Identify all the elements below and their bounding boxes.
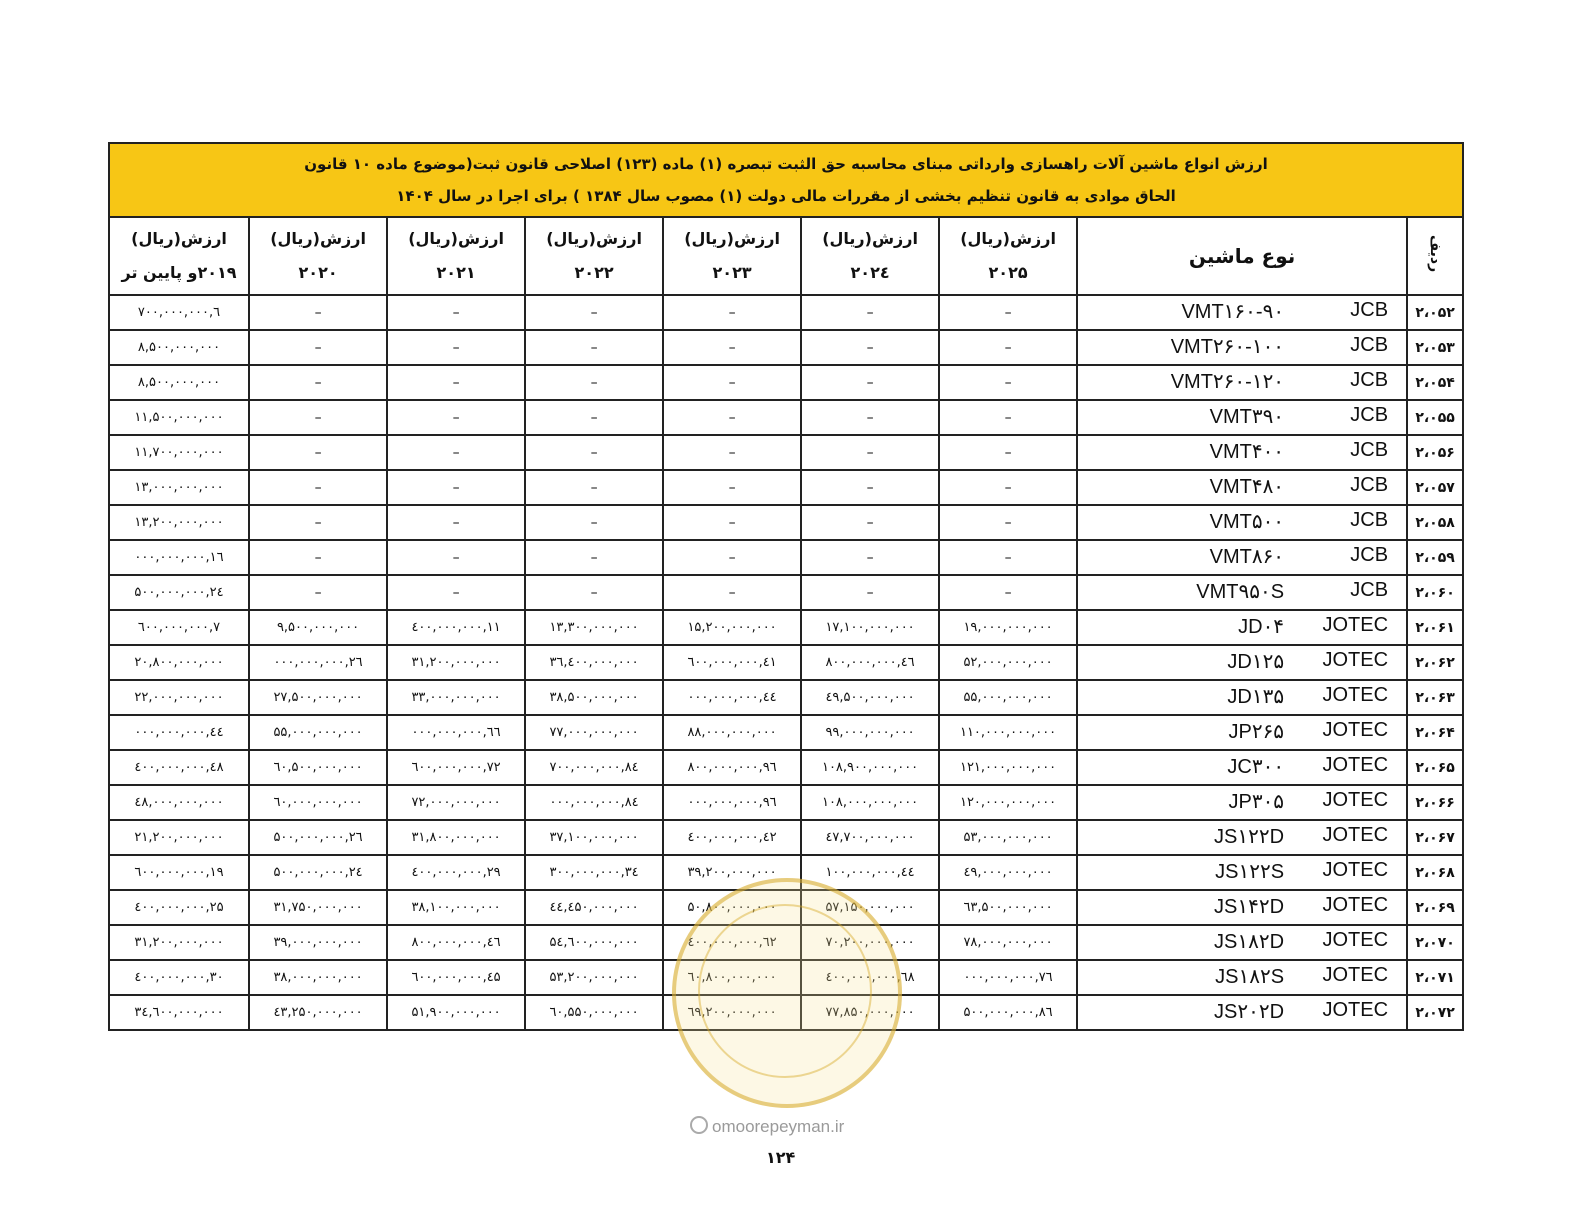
value-cell: ۱۷,۱۰۰,۰۰۰,۰۰۰ [801,610,939,645]
machine-brand: JOTEC [1322,894,1389,916]
table-row [109,960,1463,995]
row-index: ۲،۰۵۶ [1407,435,1463,470]
value-cell: ۵۱,۹۰۰,۰۰۰,۰۰۰ [387,995,525,1030]
table-row [109,715,1463,750]
machine-type-cell [1077,680,1407,715]
value-cell: ٤۵,٦۰۰,۰۰۰,۰۰۰ [387,960,525,995]
header-value-label: ارزش(ریال) [270,229,366,248]
value-cell: ۸۸,۰۰۰,۰۰۰,۰۰۰ [663,715,801,750]
machine-brand: JOTEC [1322,789,1389,811]
machine-model: JS۱۸۲D [1214,931,1285,953]
value-cell: ٤٤,۱۰۰,۰۰۰,۰۰۰ [801,855,939,890]
page-number: ۱۲۴ [766,1148,796,1167]
machine-type-cell [1077,855,1407,890]
value-cell: ۷۸,۰۰۰,۰۰۰,۰۰۰ [939,925,1077,960]
value-cell: ٤۹,۵۰۰,۰۰۰,۰۰۰ [801,680,939,715]
machine-model: JS۲۰۲D [1214,1001,1285,1023]
header-value-label: ارزش(ریال) [684,229,780,248]
machine-brand: JCB [1350,579,1389,601]
table-row [109,610,1463,645]
value-cell: ۳۹,۲۰۰,۰۰۰,۰۰۰ [663,855,801,890]
row-index: ۲،۰۶۹ [1407,890,1463,925]
value-cell: – [663,400,801,435]
value-cell: – [525,295,663,330]
price-table-sheet [108,142,1462,1031]
header-year: ۲۰۲٤ [850,263,890,282]
value-cell: ۲۱,۲۰۰,۰۰۰,۰۰۰ [109,820,249,855]
value-cell: ۳۳,۰۰۰,۰۰۰,۰۰۰ [387,680,525,715]
machine-brand: JOTEC [1322,754,1389,776]
machine-model: JP۲۶۵ [1228,721,1285,743]
site-watermark [690,1116,844,1137]
row-index: ۲،۰۷۲ [1407,995,1463,1030]
site-text: omoorepeyman.ir [712,1117,845,1136]
value-cell: – [663,470,801,505]
value-cell: ۳٦,٤۰۰,۰۰۰,۰۰۰ [525,645,663,680]
value-cell: – [525,470,663,505]
value-cell: – [249,400,387,435]
value-cell: ٦,۷۰۰,۰۰۰,۰۰۰ [109,295,249,330]
value-cell: – [249,330,387,365]
table-body [109,295,1463,1030]
value-cell: ۲۰,۸۰۰,۰۰۰,۰۰۰ [109,645,249,680]
machine-type-cell [1077,925,1407,960]
value-cell: ۲٦,۵۰۰,۰۰۰,۰۰۰ [249,820,387,855]
row-index: ۲،۰۶۶ [1407,785,1463,820]
machine-type-cell [1077,890,1407,925]
value-cell: ۳۱,۷۵۰,۰۰۰,۰۰۰ [249,890,387,925]
value-cell: ۲۲,۰۰۰,۰۰۰,۰۰۰ [109,680,249,715]
value-cell: ٤٤,٤۵۰,۰۰۰,۰۰۰ [525,890,663,925]
value-cell: ٦۰,۸۰۰,۰۰۰,۰۰۰ [663,960,801,995]
machine-model: VMT۱۶۰-۹۰ [1181,301,1285,323]
value-cell: ۱۰۸,۹۰۰,۰۰۰,۰۰۰ [801,750,939,785]
table-row [109,645,1463,680]
header-index: ردیف [1407,217,1463,295]
machine-model: JP۳۰۵ [1228,791,1285,813]
machine-type-cell [1077,785,1407,820]
value-cell: – [663,575,801,610]
value-cell: – [801,365,939,400]
machine-brand: JCB [1350,369,1389,391]
header-year: ۲۰۱۹و پایین تر [121,263,237,282]
row-index: ۲،۰۵۹ [1407,540,1463,575]
machine-brand: JOTEC [1322,999,1389,1021]
machine-brand: JCB [1350,509,1389,531]
machine-model: JS۱۴۲D [1214,896,1285,918]
machine-model: VMT۲۶۰-۱۰۰ [1170,336,1285,358]
value-cell: – [387,435,525,470]
table-row [109,820,1463,855]
machine-type-cell [1077,400,1407,435]
machine-model: JC۳۰۰ [1227,756,1285,778]
value-cell: – [939,540,1077,575]
value-cell: – [663,435,801,470]
machine-type-cell [1077,470,1407,505]
value-cell: – [939,435,1077,470]
value-cell: ٦۲,٤۰۰,۰۰۰,۰۰۰ [663,925,801,960]
value-cell: ٤٦,۸۰۰,۰۰۰,۰۰۰ [801,645,939,680]
machine-type-cell [1077,295,1407,330]
row-index: ۲،۰۵۸ [1407,505,1463,540]
header-value-label: ارزش(ریال) [408,229,504,248]
machine-brand: JOTEC [1322,859,1389,881]
value-cell: – [525,505,663,540]
row-index: ۲،۰۵۲ [1407,295,1463,330]
value-cell: – [249,435,387,470]
value-cell: ۱۹,۰۰۰,۰۰۰,۰۰۰ [939,610,1077,645]
row-index: ۲،۰۶۸ [1407,855,1463,890]
value-cell: ۹,۵۰۰,۰۰۰,۰۰۰ [249,610,387,645]
machine-model: VMT۵۰۰ [1209,511,1285,533]
row-index: ۲،۰۵۷ [1407,470,1463,505]
value-cell: – [939,400,1077,435]
value-cell: ٦۰,۵۰۰,۰۰۰,۰۰۰ [249,750,387,785]
value-cell: ۸٦,۵۰۰,۰۰۰,۰۰۰ [939,995,1077,1030]
machine-model: JD۰۴ [1238,616,1285,638]
column-header-row [109,217,1463,295]
value-cell: – [801,470,939,505]
value-cell: – [525,435,663,470]
value-cell: – [387,470,525,505]
value-cell: – [663,295,801,330]
row-index: ۲،۰۶۱ [1407,610,1463,645]
value-cell: ٤۹,۰۰۰,۰۰۰,۰۰۰ [939,855,1077,890]
header-value-col-4 [387,217,525,295]
header-value-col-3 [525,217,663,295]
value-cell: ۷۰,۲۰۰,۰۰۰,۰۰۰ [801,925,939,960]
table-row [109,855,1463,890]
value-cell: ۱۲۰,۰۰۰,۰۰۰,۰۰۰ [939,785,1077,820]
value-cell: – [663,540,801,575]
header-model: نوع ماشین [1077,217,1407,295]
value-cell: – [249,295,387,330]
value-cell: ۳۱,۲۰۰,۰۰۰,۰۰۰ [109,925,249,960]
value-cell: ۷۲,۰۰۰,۰۰۰,۰۰۰ [387,785,525,820]
value-cell: – [801,295,939,330]
row-index: ۲،۰۶۵ [1407,750,1463,785]
machine-type-cell [1077,575,1407,610]
value-cell: ٤٦,۸۰۰,۰۰۰,۰۰۰ [387,925,525,960]
machine-type-cell [1077,645,1407,680]
value-cell: – [939,330,1077,365]
table-row [109,540,1463,575]
machine-model: JS۱۸۲S [1215,966,1285,988]
at-sign-icon [690,1116,708,1134]
row-index: ۲،۰۷۱ [1407,960,1463,995]
value-cell: ۸,۵۰۰,۰۰۰,۰۰۰ [109,330,249,365]
value-cell: ۸٤,۰۰۰,۰۰۰,۰۰۰ [525,785,663,820]
row-index: ۲،۰۶۰ [1407,575,1463,610]
machine-brand: JOTEC [1322,649,1389,671]
value-cell: ٦۰,۵۵۰,۰۰۰,۰۰۰ [525,995,663,1030]
price-table [108,142,1464,1031]
value-cell: ۱۱,۷۰۰,۰۰۰,۰۰۰ [109,435,249,470]
value-cell: – [801,435,939,470]
machine-model: VMT۴۸۰ [1209,476,1285,498]
machine-brand: JOTEC [1322,929,1389,951]
row-index: ۲،۰۶۳ [1407,680,1463,715]
value-cell: ٦۹,۲۰۰,۰۰۰,۰۰۰ [663,995,801,1030]
value-cell: ۱۳,۳۰۰,۰۰۰,۰۰۰ [525,610,663,645]
value-cell: – [249,365,387,400]
value-cell: – [801,505,939,540]
machine-brand: JOTEC [1322,964,1389,986]
value-cell: ۸٤,۷۰۰,۰۰۰,۰۰۰ [525,750,663,785]
machine-type-cell [1077,330,1407,365]
machine-brand: JOTEC [1322,684,1389,706]
value-cell: ۱۱,٤۰۰,۰۰۰,۰۰۰ [387,610,525,645]
table-row [109,995,1463,1030]
value-cell: ٤۲,٤۰۰,۰۰۰,۰۰۰ [663,820,801,855]
value-cell: ۵۳,۰۰۰,۰۰۰,۰۰۰ [939,820,1077,855]
table-row [109,470,1463,505]
machine-brand: JOTEC [1322,719,1389,741]
table-row [109,890,1463,925]
value-cell: – [387,575,525,610]
value-cell: ۱۵,۲۰۰,۰۰۰,۰۰۰ [663,610,801,645]
value-cell: – [525,540,663,575]
value-cell: ۷,٦۰۰,۰۰۰,۰۰۰ [109,610,249,645]
value-cell: ٦٦,۰۰۰,۰۰۰,۰۰۰ [387,715,525,750]
value-cell: ۳۱,۸۰۰,۰۰۰,۰۰۰ [387,820,525,855]
value-cell: – [801,540,939,575]
machine-brand: JCB [1350,544,1389,566]
value-cell: – [249,505,387,540]
value-cell: – [663,365,801,400]
header-value-col-2 [663,217,801,295]
table-row [109,750,1463,785]
machine-model: JD۱۳۵ [1227,686,1285,708]
row-index: ۲،۰۵۵ [1407,400,1463,435]
value-cell: – [801,400,939,435]
value-cell: – [249,540,387,575]
value-cell: ۷٦,۰۰۰,۰۰۰,۰۰۰ [939,960,1077,995]
value-cell: ۵۵,۰۰۰,۰۰۰,۰۰۰ [249,715,387,750]
machine-brand: JCB [1350,439,1389,461]
table-row [109,330,1463,365]
value-cell: – [249,575,387,610]
value-cell: ۳۸,۵۰۰,۰۰۰,۰۰۰ [525,680,663,715]
value-cell: ٤٤,۰۰۰,۰۰۰,۰۰۰ [663,680,801,715]
machine-type-cell [1077,435,1407,470]
machine-model: JS۱۲۲D [1214,826,1285,848]
header-value-col-1 [801,217,939,295]
machine-model: VMT۲۶۰-۱۲۰ [1170,371,1285,393]
value-cell: – [249,470,387,505]
machine-brand: JCB [1350,404,1389,426]
value-cell: ۵۰,۸۰۰,۰۰۰,۰۰۰ [663,890,801,925]
machine-brand: JCB [1350,299,1389,321]
machine-type-cell [1077,715,1407,750]
value-cell: ٤٤,۰۰۰,۰۰۰,۰۰۰ [109,715,249,750]
header-value-label: ارزش(ریال) [546,229,642,248]
machine-type-cell [1077,505,1407,540]
value-cell: ۵٤,٦۰۰,۰۰۰,۰۰۰ [525,925,663,960]
value-cell: – [801,330,939,365]
value-cell: – [525,330,663,365]
machine-model: VMT۹۵۰S [1196,581,1285,603]
value-cell: ٤۸,٤۰۰,۰۰۰,۰۰۰ [109,750,249,785]
machine-type-cell [1077,750,1407,785]
table-row [109,680,1463,715]
machine-brand: JCB [1350,334,1389,356]
value-cell: ۲۹,٤۰۰,۰۰۰,۰۰۰ [387,855,525,890]
value-cell: ۵۵,۰۰۰,۰۰۰,۰۰۰ [939,680,1077,715]
value-cell: ۳۸,۱۰۰,۰۰۰,۰۰۰ [387,890,525,925]
header-value-label: ارزش(ریال) [131,229,227,248]
value-cell: – [663,505,801,540]
table-row [109,785,1463,820]
header-value-col-6 [109,217,249,295]
value-cell: – [387,330,525,365]
header-value-col-0 [939,217,1077,295]
value-cell: ۳٤,۳۰۰,۰۰۰,۰۰۰ [525,855,663,890]
header-year: ۲۰۲۵ [988,263,1028,282]
machine-type-cell [1077,960,1407,995]
value-cell: ۸,۵۰۰,۰۰۰,۰۰۰ [109,365,249,400]
table-title [109,143,1463,217]
header-year: ۲۰۲۲ [574,263,614,282]
value-cell: ٤۷,۷۰۰,۰۰۰,۰۰۰ [801,820,939,855]
value-cell: ٦۰,۰۰۰,۰۰۰,۰۰۰ [249,785,387,820]
header-year: ۲۰۲۳ [712,263,752,282]
value-cell: ۲٤,۵۰۰,۰۰۰,۰۰۰ [109,575,249,610]
value-cell: ۳۷,۱۰۰,۰۰۰,۰۰۰ [525,820,663,855]
table-row [109,505,1463,540]
value-cell: – [525,365,663,400]
value-cell: ۳۸,۰۰۰,۰۰۰,۰۰۰ [249,960,387,995]
machine-type-cell [1077,540,1407,575]
machine-type-cell [1077,610,1407,645]
value-cell: – [663,330,801,365]
value-cell: – [387,400,525,435]
value-cell: ۹٦,۰۰۰,۰۰۰,۰۰۰ [663,785,801,820]
value-cell: ۳۰,٤۰۰,۰۰۰,۰۰۰ [109,960,249,995]
value-cell: ۱۰۸,۰۰۰,۰۰۰,۰۰۰ [801,785,939,820]
value-cell: – [939,575,1077,610]
value-cell: ٤۸,۰۰۰,۰۰۰,۰۰۰ [109,785,249,820]
value-cell: ۱۱۰,۰۰۰,۰۰۰,۰۰۰ [939,715,1077,750]
table-row [109,925,1463,960]
row-index: ۲،۰۶۷ [1407,820,1463,855]
value-cell: ۱٦,۰۰۰,۰۰۰,۰۰۰ [109,540,249,575]
table-row [109,435,1463,470]
table-row [109,400,1463,435]
row-index: ۲،۰۵۴ [1407,365,1463,400]
value-cell: – [801,575,939,610]
machine-model: VMT۸۶۰ [1209,546,1285,568]
machine-brand: JOTEC [1322,824,1389,846]
value-cell: ۲۵,٤۰۰,۰۰۰,۰۰۰ [109,890,249,925]
value-cell: ۷۷,۸۵۰,۰۰۰,۰۰۰ [801,995,939,1030]
table-row [109,575,1463,610]
value-cell: ۳۹,۰۰۰,۰۰۰,۰۰۰ [249,925,387,960]
value-cell: – [939,470,1077,505]
value-cell: ۱۳,۰۰۰,۰۰۰,۰۰۰ [109,470,249,505]
header-value-col-5 [249,217,387,295]
value-cell: ۹۹,۰۰۰,۰۰۰,۰۰۰ [801,715,939,750]
value-cell: ۱۹,٦۰۰,۰۰۰,۰۰۰ [109,855,249,890]
machine-model: VMT۳۹۰ [1209,406,1285,428]
value-cell: ۵۷,۱۵۰,۰۰۰,۰۰۰ [801,890,939,925]
machine-model: JS۱۲۲S [1215,861,1285,883]
value-cell: – [939,295,1077,330]
machine-type-cell [1077,365,1407,400]
header-value-label: ارزش(ریال) [960,229,1056,248]
value-cell: – [387,505,525,540]
value-cell: – [939,365,1077,400]
value-cell: ۳٤,٦۰۰,۰۰۰,۰۰۰ [109,995,249,1030]
value-cell: ۲۷,۵۰۰,۰۰۰,۰۰۰ [249,680,387,715]
machine-type-cell [1077,995,1407,1030]
title-line-1: ارزش انواع ماشین آلات راهسازی وارداتی مبنای محاسبه حق الثبت تبصره (۱) ماده (۱۲۳) اصلاحی قانون ثبت(موضوع ماده ۱۰ قانون [304,155,1268,173]
header-year: ۲۰۲۰ [298,263,338,282]
value-cell: ۱۳,۲۰۰,۰۰۰,۰۰۰ [109,505,249,540]
value-cell: ۵۳,۲۰۰,۰۰۰,۰۰۰ [525,960,663,995]
value-cell: ۵۲,۰۰۰,۰۰۰,۰۰۰ [939,645,1077,680]
value-cell: ٤۳,۲۵۰,۰۰۰,۰۰۰ [249,995,387,1030]
value-cell: ۷۷,۰۰۰,۰۰۰,۰۰۰ [525,715,663,750]
row-index: ۲،۰۷۰ [1407,925,1463,960]
value-cell: – [387,295,525,330]
row-index: ۲،۰۶۴ [1407,715,1463,750]
value-cell: ۲٦,۰۰۰,۰۰۰,۰۰۰ [249,645,387,680]
header-year: ۲۰۲۱ [436,263,476,282]
value-cell: ۱۱,۵۰۰,۰۰۰,۰۰۰ [109,400,249,435]
machine-model: VMT۴۰۰ [1209,441,1285,463]
value-cell: ۲٤,۵۰۰,۰۰۰,۰۰۰ [249,855,387,890]
row-index: ۲،۰۵۳ [1407,330,1463,365]
table-row [109,295,1463,330]
machine-brand: JCB [1350,474,1389,496]
value-cell: ۹٦,۸۰۰,۰۰۰,۰۰۰ [663,750,801,785]
value-cell: ٦۸,٤۰۰,۰۰۰,۰۰۰ [801,960,939,995]
title-line-2: الحاق موادی به قانون تنظیم بخشی از مقررات مالی دولت (۱) مصوب سال ۱۳۸۴ ) برای اجرا در سال ۱۴۰۴ [396,187,1176,205]
machine-type-cell [1077,820,1407,855]
value-cell: – [387,365,525,400]
value-cell: ٦۳,۵۰۰,۰۰۰,۰۰۰ [939,890,1077,925]
row-index: ۲،۰۶۲ [1407,645,1463,680]
machine-model: JD۱۲۵ [1227,651,1285,673]
machine-brand: JOTEC [1322,614,1389,636]
value-cell: ۳۱,۲۰۰,۰۰۰,۰۰۰ [387,645,525,680]
value-cell: – [939,505,1077,540]
table-row [109,365,1463,400]
value-cell: ۷۲,٦۰۰,۰۰۰,۰۰۰ [387,750,525,785]
value-cell: ۱۲۱,۰۰۰,۰۰۰,۰۰۰ [939,750,1077,785]
value-cell: – [387,540,525,575]
value-cell: – [525,575,663,610]
value-cell: – [525,400,663,435]
header-value-label: ارزش(ریال) [822,229,918,248]
value-cell: ٤۱,٦۰۰,۰۰۰,۰۰۰ [663,645,801,680]
